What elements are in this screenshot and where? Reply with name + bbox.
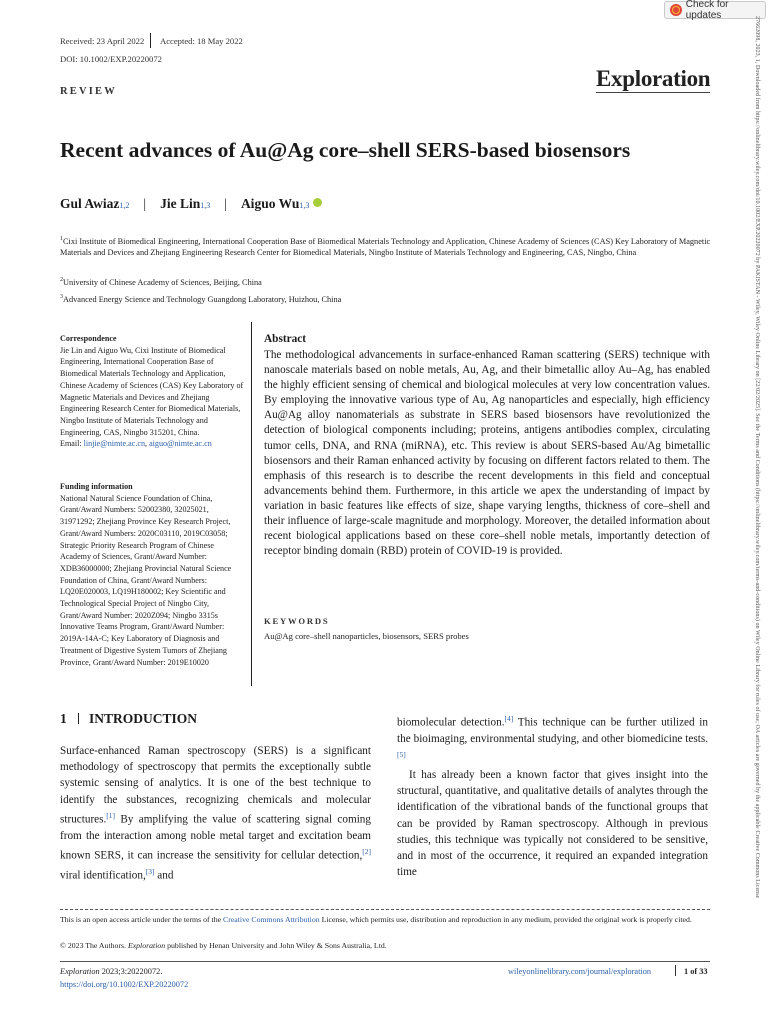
body-text: By amplifying the value of scattering signal coming from the interaction among noble metal target and excitation beam known SERS, it can increase the sensitivity for cellular detection, bbox=[60, 813, 371, 862]
correspondence-block bbox=[60, 333, 245, 450]
page-number: 1 of 33 bbox=[684, 967, 708, 976]
doi-link[interactable]: https://doi.org/10.1002/EXP.20220072 bbox=[60, 980, 189, 989]
copyright-text: published by Henan University and John Wiley & Sons Australia, Ltd. bbox=[165, 941, 387, 950]
footer-divider bbox=[60, 961, 710, 962]
email-separator: , bbox=[145, 439, 150, 449]
reference-link[interactable]: [1] bbox=[106, 810, 116, 820]
email-link[interactable]: aiguo@nimte.ac.cn bbox=[149, 439, 212, 449]
author-name: Jie Lin bbox=[160, 196, 201, 211]
reference-link[interactable]: [5] bbox=[397, 750, 406, 760]
body-text: and bbox=[154, 869, 174, 882]
affiliation-text: Cixi Institute of Biomedical Engineering, International Cooperation Base of Biomedical Materials Technology and Application, Chinese Academy of Sciences (CAS) Key Laboratory of Magnetic Materials and Devices and Zhejiang Engineering Research Center for Biomedical Materials, Ningbo Institute of Materials Technology and Engineering, CAS, Ningbo, China bbox=[60, 236, 711, 258]
footnote-divider bbox=[60, 909, 710, 910]
journal-name: Exploration bbox=[60, 967, 100, 976]
body-text: This technique can be further utilized in the bioimaging, environmental studying, and other biomedicine tests. bbox=[397, 716, 709, 745]
body-text: biomolecular detection. bbox=[397, 716, 505, 729]
affiliation-text: Advanced Energy Science and Technology Guangdong Laboratory, Huizhou, China bbox=[63, 294, 342, 304]
reference-link[interactable]: [4] bbox=[504, 714, 514, 723]
funding-heading: Funding information bbox=[60, 482, 133, 491]
license-text: License, which permits use, distribution and reproduction in any medium, provided the original work is properly cited. bbox=[319, 915, 692, 924]
section-heading bbox=[60, 711, 197, 727]
funding-text: National Natural Science Foundation of China, Grant/Award Numbers: 52002380, 32025021, 31971292; Zhejiang Province Key Research Project, Grant/Award Numbers: 2020C03110, 2019C03058; Strategic Priority Research Program of Chinese Academy of Sciences, Grant/Award Number: XDB36000000; Zhejiang Provincial Natural Science Foundation of China, Grant/Award Numbers: LQ20E020003, LQ19H180002; Key Scientific and Technological Special Project of Ningbo City, Grant/Award Number: 2020Z094; Ningbo 3315s Innovative Teams Program, Grant/Award Number: 2019A-14A-C; Key Laboratory of Diagnosis and Treatment of Digestive System Tumors of Zhejiang Province, Grant/Award Number: 2019E10020 bbox=[60, 493, 232, 667]
journal-logo bbox=[596, 66, 710, 92]
author-affiliation: 1,3 bbox=[200, 201, 211, 210]
logo-underline bbox=[596, 92, 710, 93]
article-type: REVIEW bbox=[60, 86, 117, 97]
download-notice: 27662098, 2023, 1, Downloaded from https://onlinelibrary.wiley.com/doi/10.1002/EXP.20220072 by PAKISTAN - Wiley, Wiley Online Library on [22/02/2025]. See the Terms and Conditions (https://onlinelibrary.wiley.com/terms-and-conditions) on Wiley Online Library for rules of use; OA articles are governed by the applicable Creative Commons License bbox=[754, 16, 760, 899]
check-for-updates-label: Check for updates bbox=[685, 0, 729, 21]
funding-block bbox=[60, 481, 245, 668]
affiliation-number: 2 bbox=[60, 277, 63, 283]
reference-link[interactable]: [2] bbox=[362, 846, 371, 856]
section-title: INTRODUCTION bbox=[89, 711, 198, 726]
author-list bbox=[60, 196, 322, 212]
keywords-heading: KEYWORDS bbox=[264, 616, 330, 626]
check-for-updates-button[interactable] bbox=[664, 1, 766, 19]
header-divider bbox=[150, 33, 151, 48]
affiliation bbox=[60, 234, 716, 259]
open-access-note bbox=[60, 914, 710, 926]
reference-link[interactable]: [3] bbox=[145, 866, 155, 876]
abstract-heading: Abstract bbox=[264, 333, 307, 345]
copyright-note bbox=[60, 941, 387, 950]
email-link[interactable]: linjie@nimte.ac.cn bbox=[83, 439, 146, 449]
doi-line: DOI: 10.1002/EXP.20220072 bbox=[60, 54, 162, 64]
affiliation bbox=[60, 292, 716, 305]
intro-left-column bbox=[60, 743, 371, 884]
affiliation-number: 1 bbox=[60, 236, 63, 242]
correspondence-heading: Correspondence bbox=[60, 334, 117, 343]
abstract-divider bbox=[251, 322, 252, 686]
received-date: Received: 23 April 2022 bbox=[60, 36, 145, 46]
section-bar bbox=[78, 713, 79, 724]
accepted-date: Accepted: 18 May 2022 bbox=[160, 36, 243, 46]
copyright-journal: Exploration bbox=[127, 941, 166, 950]
license-text: This is an open access article under the terms of the bbox=[60, 915, 224, 924]
affiliation bbox=[60, 275, 716, 288]
body-paragraph: It has already been a known factor that gives insight into the structural, quantitative, and qualitative details of analytes through the identification of the vibrational bands of the functional groups that can be provided by Raman spectroscopy. Although in previous studies, this technique was typically not considered to be sensitive, and in most of the occurrence, it required an expanded integration time bbox=[397, 769, 708, 879]
section-number: 1 bbox=[60, 711, 67, 726]
affiliation-number: 3 bbox=[60, 294, 63, 300]
body-text: viral identification, bbox=[60, 869, 146, 882]
body-text: Surface-enhanced Raman spectroscopy (SERS) is a significant methodology of spectroscopy that permits the exceptionally subtle systemic sensing of analytics. It is one of the best technique to identify the substances, recognizing chemicals and molecular structures. bbox=[60, 745, 371, 826]
paper-title: Recent advances of Au@Ag core–shell SERS-based biosensors bbox=[60, 138, 631, 162]
author-name: Gul Awiaz bbox=[60, 196, 120, 211]
footer-separator bbox=[675, 965, 676, 976]
intro-right-column bbox=[397, 711, 708, 881]
correspondence-text: Jie Lin and Aiguo Wu, Cixi Institute of Biomedical Engineering, International Cooperation Base of Biomedical Materials Technology and Application, Chinese Academy of Sciences (CAS) Key Laboratory of Magnetic Materials and Devices and Zhejiang Engineering Research Center for Biomedical Materials, Ningbo Institute of Materials Technology and Engineering, CAS, Ningbo 315201, China. bbox=[60, 345, 244, 437]
author-affiliation: 1,2 bbox=[119, 201, 130, 210]
author-name: Aiguo Wu bbox=[240, 196, 300, 211]
journal-citation bbox=[60, 967, 162, 976]
author-separator: | bbox=[224, 196, 227, 211]
journal-url-link[interactable]: wileyonlinelibrary.com/journal/exploration bbox=[508, 967, 652, 976]
copyright-text: © 2023 The Authors. bbox=[60, 941, 128, 950]
crossmark-icon bbox=[670, 4, 682, 16]
affiliation-text: University of Chinese Academy of Sciences, Beijing, China bbox=[63, 277, 262, 287]
citation-text: 2023;3:20220072. bbox=[99, 967, 163, 976]
author-affiliation: 1,3 bbox=[299, 201, 310, 210]
keywords-text: Au@Ag core–shell nanoparticles, biosensors, SERS probes bbox=[264, 631, 469, 641]
orcid-icon[interactable] bbox=[313, 198, 322, 207]
email-label: Email: bbox=[60, 439, 84, 449]
journal-logo-text: Exploration bbox=[596, 66, 711, 91]
license-link[interactable]: Creative Commons Attribution bbox=[223, 915, 320, 924]
abstract-text: The methodological advancements in surface-enhanced Raman scattering (SERS) technique with nanoscale materials based on noble metals, Au, Ag, and their bimetallic alloy Au–Ag, has enabled the highly efficient sensing of chemical and biological molecules at very low concentration values. By employing the innovative various type of Au, Ag nanoparticles and especially, high efficiency Au@Ag alloy nanomaterials as substrate in SERS based biosensors have revolutionized the detection of biological components including; proteins, antigens antibodies complex, circulating tumor cells, DNA, and RNA (miRNA), etc. This review is about SERS-based Au/Ag bimetallic biosensors and their Raman enhanced activity by focusing on different factors related to them. The emphasis of this research is to describe the recent developments in this field and conceptual advancements behind them. Furthermore, in this article we apex the understanding of impact by variation in basic features like effects of size, shape varying lengths, thickness of core–shell and their influence of large-scale magnitude and morphology. Moreover, the detailed information about recent biological applications based on these core–shell noble metals, importantly detection of receptor binding domain (RBD) protein of COVID-19 is provided. bbox=[264, 349, 710, 558]
author-separator: | bbox=[143, 196, 147, 211]
